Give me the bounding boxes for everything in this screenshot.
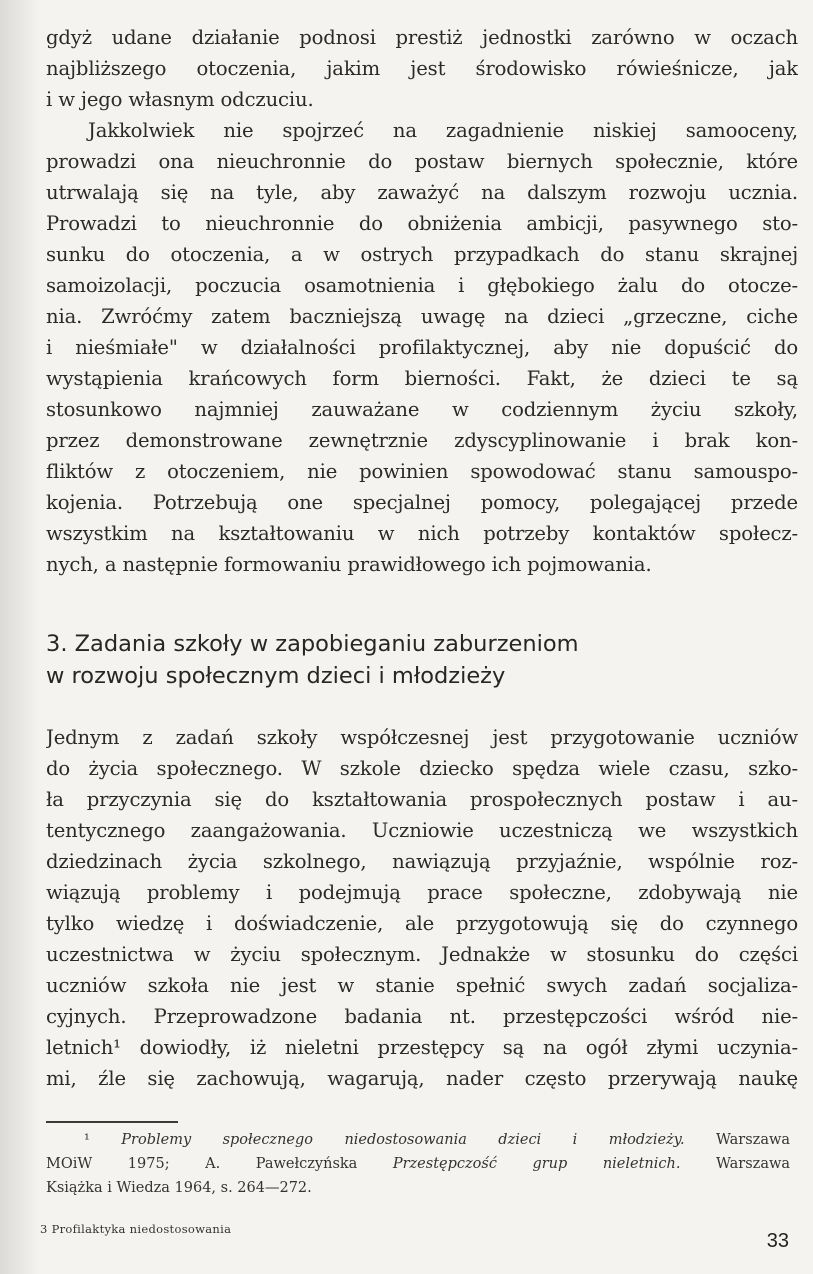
text-line: i nieśmiałe" w działalności profilaktycznej, aby nie dopuścić do <box>46 336 798 359</box>
text-line: stosunkowo najmniej zauważane w codziennym życiu szkoły, <box>46 398 798 421</box>
text-line: najbliższego otoczenia, jakim jest środowisko rówieśnicze, jak <box>46 57 798 80</box>
text-line: tentycznego zaangażowania. Uczniowie uczestniczą we wszystkich <box>46 819 798 842</box>
text-line: i w jego własnym odczuciu. <box>46 88 314 111</box>
text-line: przez demonstrowane zewnętrznie zdyscyplinowanie i brak kon- <box>46 429 798 452</box>
text-line: Prowadzi to nieuchronnie do obniżenia ambicji, pasywnego sto- <box>46 212 798 235</box>
footnote-line-1 <box>46 1128 790 1152</box>
text-line: kojenia. Potrzebują one specjalnej pomocy, polegającej przede <box>46 491 798 514</box>
text-line: utrwalają się na tyle, aby zaważyć na dalszym rozwoju ucznia. <box>46 181 798 204</box>
footnote-line-2 <box>46 1152 790 1176</box>
text-line: cyjnych. Przeprowadzone badania nt. przestępczości wśród nie- <box>46 1005 798 1028</box>
text-line: wszystkim na kształtowaniu w nich potrzeby kontaktów społecz- <box>46 522 798 545</box>
text-line: fliktów z otoczeniem, nie powinien spowodować stanu samouspo- <box>46 460 798 483</box>
footnote-marker: ¹ <box>84 1132 90 1148</box>
text-line: sunku do otoczenia, a w ostrych przypadkach do stanu skrajnej <box>46 243 798 266</box>
footnote-divider <box>46 1121 178 1123</box>
text-line: dziedzinach życia szkolnego, nawiązują przyjaźnie, wspólnie roz- <box>46 850 798 873</box>
footnote-line-3: Książka i Wiedza 1964, s. 264—272. <box>46 1180 312 1196</box>
text-line: tylko wiedzę i doświadczenie, ale przygotowują się do czynnego <box>46 912 798 935</box>
text-line: nia. Zwróćmy zatem baczniejszą uwagę na dzieci „grzeczne, ciche <box>46 305 798 328</box>
text-line: nych, a następnie formowaniu prawidłowego ich pojmowania. <box>46 553 652 576</box>
paragraph-block-2 <box>46 722 798 1094</box>
text-line: ła przyczynia się do kształtowania prospołecznych postaw i au- <box>46 788 798 811</box>
text-line: uczniów szkoła nie jest w stanie spełnić swych zadań socjaliza- <box>46 974 798 997</box>
text-line: samoizolacji, poczucia osamotnienia i głębokiego żalu do otocze- <box>46 274 798 297</box>
footnote-publisher-1: MOiW 1975; A. Pawełczyńska <box>46 1156 358 1172</box>
text-line: do życia społecznego. W szkole dziecko spędza wiele czasu, szko- <box>46 757 798 780</box>
heading-line-1: 3. Zadania szkoły w zapobieganiu zaburzeniom <box>46 631 579 657</box>
text-line: prowadzi ona nieuchronnie do postaw biernych społecznie, które <box>46 150 798 173</box>
footnote-title-2: Przestępczość grup nieletnich. <box>392 1156 681 1172</box>
text-line: letnich¹ dowiodły, iż nieletni przestępcy są na ogół złymi uczynia- <box>46 1036 798 1059</box>
section-heading <box>46 628 786 692</box>
text-line: mi, źle się zachowują, wagarują, nader często przerywają naukę <box>46 1067 798 1090</box>
text-line: wystąpienia krańcowych form bierności. Fakt, że dzieci te są <box>46 367 798 390</box>
text-line: uczestnictwa w życiu społecznym. Jednakże w stosunku do części <box>46 943 798 966</box>
footnote-city-2: Warszawa <box>716 1156 790 1172</box>
text-line: wiązują problemy i podejmują prace społeczne, zdobywają nie <box>46 881 798 904</box>
paragraph-block-1 <box>46 22 798 580</box>
footnote-city-1: Warszawa <box>716 1132 790 1148</box>
footnote <box>46 1128 790 1200</box>
text-line: Jakkolwiek nie spojrzeć na zagadnienie niskiej samooceny, <box>88 119 798 142</box>
printer-signature: 3 Profilaktyka niedostosowania <box>40 1222 232 1236</box>
page-gutter-shadow <box>0 0 40 1274</box>
text-line: Jednym z zadań szkoły współczesnej jest przygotowanie uczniów <box>46 726 798 749</box>
text-line: gdyż udane działanie podnosi prestiż jednostki zarówno w oczach <box>46 26 798 49</box>
heading-line-2: w rozwoju społecznym dzieci i młodzieży <box>46 663 506 689</box>
page-number: 33 <box>766 1230 789 1252</box>
footnote-title-1: Problemy społecznego niedostosowania dzieci i młodzieży. <box>121 1132 685 1148</box>
